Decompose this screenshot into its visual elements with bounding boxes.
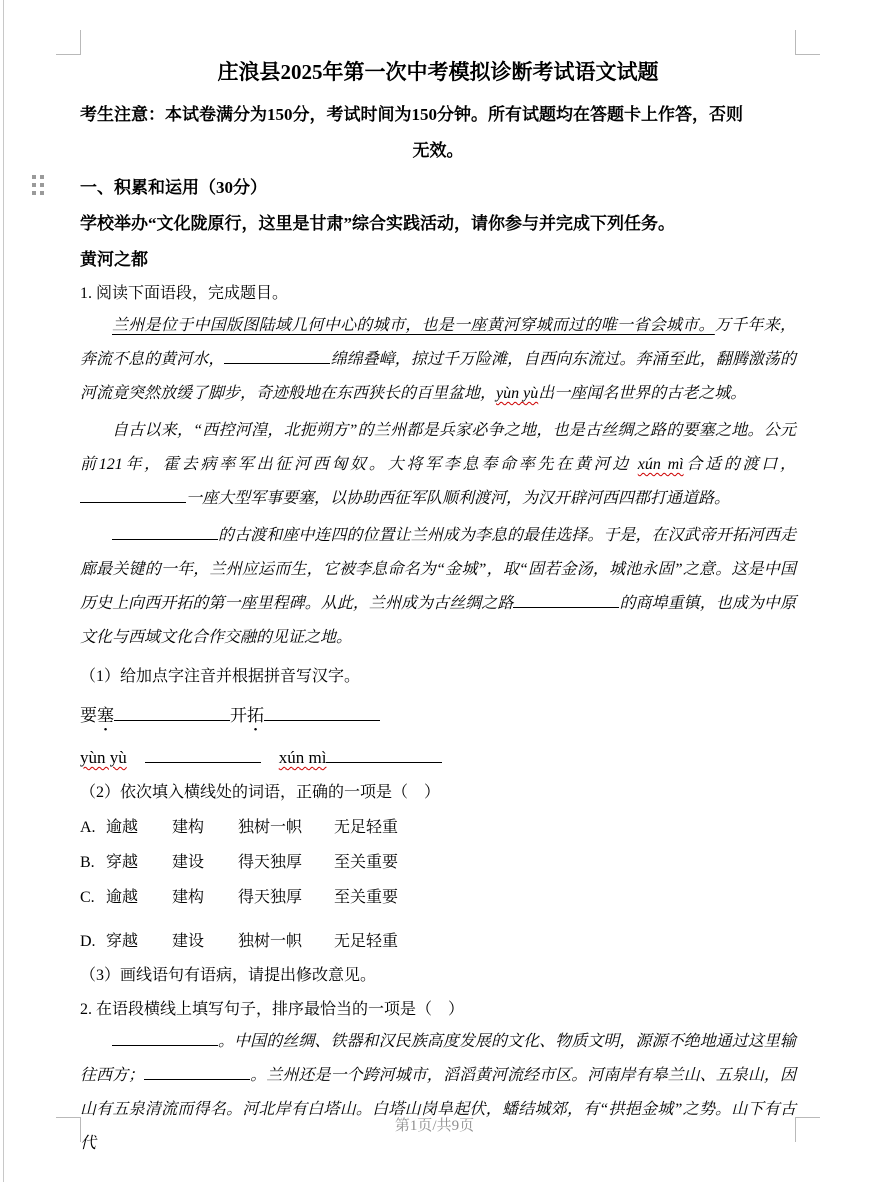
option-label: C. (80, 889, 95, 906)
dotted-character: 塞 (97, 706, 114, 725)
drag-handle-icon[interactable] (32, 175, 45, 196)
pinyin-text: xún mì (637, 456, 684, 473)
task-intro: 学校举办“文化陇原行，这里是甘肃”综合实践活动，请你参与并完成下列任务。 (80, 214, 675, 233)
option-word: 无足轻重 (334, 933, 399, 950)
document-page (80, 54, 796, 1161)
section-heading: 一、积累和运用（30分） (80, 178, 267, 197)
answer-blank (114, 706, 230, 721)
option-word: 至关重要 (334, 889, 399, 906)
pinyin-text: xún mì (278, 748, 327, 767)
option-word: 建构 (172, 889, 205, 906)
pinyin-text: yùn yù (496, 385, 539, 402)
option-word: 得天独厚 (238, 854, 303, 871)
blank-line (224, 349, 330, 364)
option-word: 无足轻重 (334, 819, 399, 836)
option-label: A. (80, 819, 96, 836)
question-2-passage: 。中国的丝绸、铁器和汉民族高度发展的文化、物质文明，源源不绝地通过这里输往西方； 。兰州还是一个跨河城市，滔滔黄河流经市区。河南岸有皋兰山、五泉山，因山有五泉清流而得名。河北岸有白塔山。白塔山岗阜起伏，蟠结城郊，有“拱挹金城”之势。山下有古代 (80, 1033, 796, 1152)
dotted-character: 拓 (247, 706, 264, 725)
question-1-2-stem: （2）依次填入横线处的词语，正确的一项是（ ） (80, 784, 441, 801)
option-word: 得天独厚 (238, 889, 303, 906)
option-word: 建设 (172, 933, 205, 950)
option-word: 独树一帜 (238, 933, 303, 950)
text-boundary-corner-mark (795, 30, 820, 55)
option-word: 逾越 (106, 889, 139, 906)
option-row-c (80, 886, 796, 910)
passage-paragraph-1: 兰州是位于中国版图陆域几何中心的城市，也是一座黄河穿城而过的唯一省会城市。万千年来，奔流不息的黄河水， 绵绵叠嶂，掠过千万险滩，自西向东流过。奔涌至此，翻腾激荡的河流竟突然放缓了脚步，奇迹般地在东西狭长的百里盆地，yùn yù出一座闻名世界的古老之城。 (80, 317, 796, 402)
passage-title: 黄河之都 (80, 250, 148, 269)
option-label: D. (80, 933, 96, 950)
blank-line (144, 1065, 250, 1080)
blank-line (112, 1031, 218, 1046)
underlined-sentence: 兰州是位于中国版图陆域几何中心的城市，也是一座黄河穿城而过的唯一省会城市。 (112, 317, 715, 334)
option-word: 至关重要 (334, 854, 399, 871)
answer-blank (326, 748, 442, 763)
text-boundary-corner-mark (56, 30, 81, 55)
option-word: 建构 (172, 819, 205, 836)
blank-line (513, 593, 619, 608)
option-word: 穿越 (106, 933, 139, 950)
question-1-1-stem: （1）给加点字注音并根据拼音写汉字。 (80, 668, 361, 685)
answer-blank (264, 706, 380, 721)
option-word: 逾越 (106, 819, 139, 836)
passage-paragraph-3: 的古渡和座中连四的位置让兰州成为李息的最佳选择。于是，在汉武帝开拓河西走廊最关键的一年，兰州应运而生，它被李息命名为“金城”，取“固若金汤，城池永固”之意。这是中国历史上向西开拓的第一座里程碑。从此，兰州成为古丝绸之路 的商埠重镇，也成为中原文化与西域文化合作交融的见证之地。 (80, 527, 796, 646)
pinyin-text: yùn yù (80, 748, 127, 767)
footer-page-number: 第1页/共9页 (394, 1118, 475, 1134)
answer-blank (145, 748, 261, 763)
passage-paragraph-2: 自古以来，“西控河湟，北扼朔方”的兰州都是兵家必争之地，也是古丝绸之路的要塞之地。公元前121年，霍去病率军出征河西匈奴。大将军李息奉命率先在黄河边 xún mì合适的渡口，一座大型军事要塞，以协助西征军队顺利渡河，为汉开辟河西四郡打通道路。 (80, 422, 796, 507)
option-label: B. (80, 854, 95, 871)
page-title: 庄浪县2025年第一次中考模拟诊断考试语文试题 (217, 60, 659, 84)
option-row-b (80, 851, 796, 875)
question-2-stem: 2. 在语段横线上填写句子，排序最恰当的一项是（ ） (80, 1001, 465, 1018)
option-word: 建设 (172, 854, 205, 871)
blank-line (80, 488, 186, 503)
fill-in-line-pinyin (80, 745, 796, 771)
window-edge-line (3, 0, 4, 1182)
option-row-a (80, 816, 796, 840)
question-1-3-stem: （3）画线语句有语病，请提出修改意见。 (80, 967, 377, 984)
fill-in-line-hanzi: 要塞 开拓 (80, 703, 796, 729)
option-row-d (80, 930, 796, 954)
option-word: 穿越 (106, 854, 139, 871)
blank-line (112, 525, 218, 540)
question-1-stem: 1. 阅读下面语段，完成题目。 (80, 285, 289, 302)
exam-notice-line1: 考生注意：本试卷满分为150分，考试时间为150分钟。所有试题均在答题卡上作答，否则 (80, 105, 743, 124)
exam-notice-line2: 无效。 (412, 141, 464, 160)
option-word: 独树一帜 (238, 819, 303, 836)
